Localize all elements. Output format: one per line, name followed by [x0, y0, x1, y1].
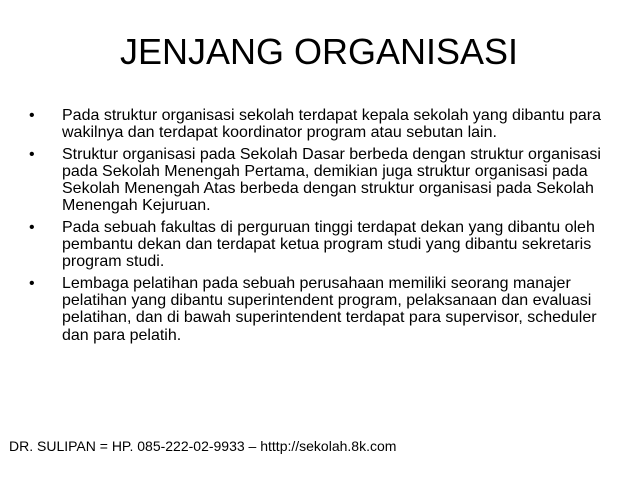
list-item [27, 219, 607, 271]
bullet-text: Struktur organisasi pada Sekolah Dasar berbeda dengan struktur organisasi pada Sekolah Menengah Pertama, demikian juga struktur organisasi pada Sekolah Menengah Atas berbeda dengan struktur organisasi pada Sekolah Menengah Kejuruan. [62, 145, 601, 215]
slide-title: JENJANG ORGANISASI [119, 31, 519, 72]
list-item [27, 146, 607, 215]
footer-contact: DR. SULIPAN = HP. 085-222-02-9933 – htttp://sekolah.8k.com [9, 438, 397, 454]
bullet-text: Lembaga pelatihan pada sebuah perusahaan memiliki seorang manajer pelatihan yang dibantu superintendent program, pelaksanaan dan evaluasi pelatihan, dan di bawah superintendent terdapat para supervisor, scheduler dan para pelatih. [62, 274, 597, 344]
bullet-text: Pada sebuah fakultas di perguruan tinggi terdapat dekan yang dibantu oleh pembantu dekan dan terdapat ketua program studi yang dibantu sekretaris program studi. [62, 218, 595, 271]
list-item [27, 275, 607, 344]
bullet-point-icon: • [29, 107, 35, 124]
list-item [27, 107, 607, 142]
bullet-point-icon: • [29, 145, 35, 163]
bullet-list [27, 107, 607, 348]
bullet-point-icon: • [29, 218, 35, 236]
bullet-point-icon: • [29, 274, 35, 292]
bullet-text: Pada struktur organisasi sekolah terdapat kepala sekolah yang dibantu para wakilnya dan terdapat koordinator program atau sebutan lain. [62, 107, 602, 142]
